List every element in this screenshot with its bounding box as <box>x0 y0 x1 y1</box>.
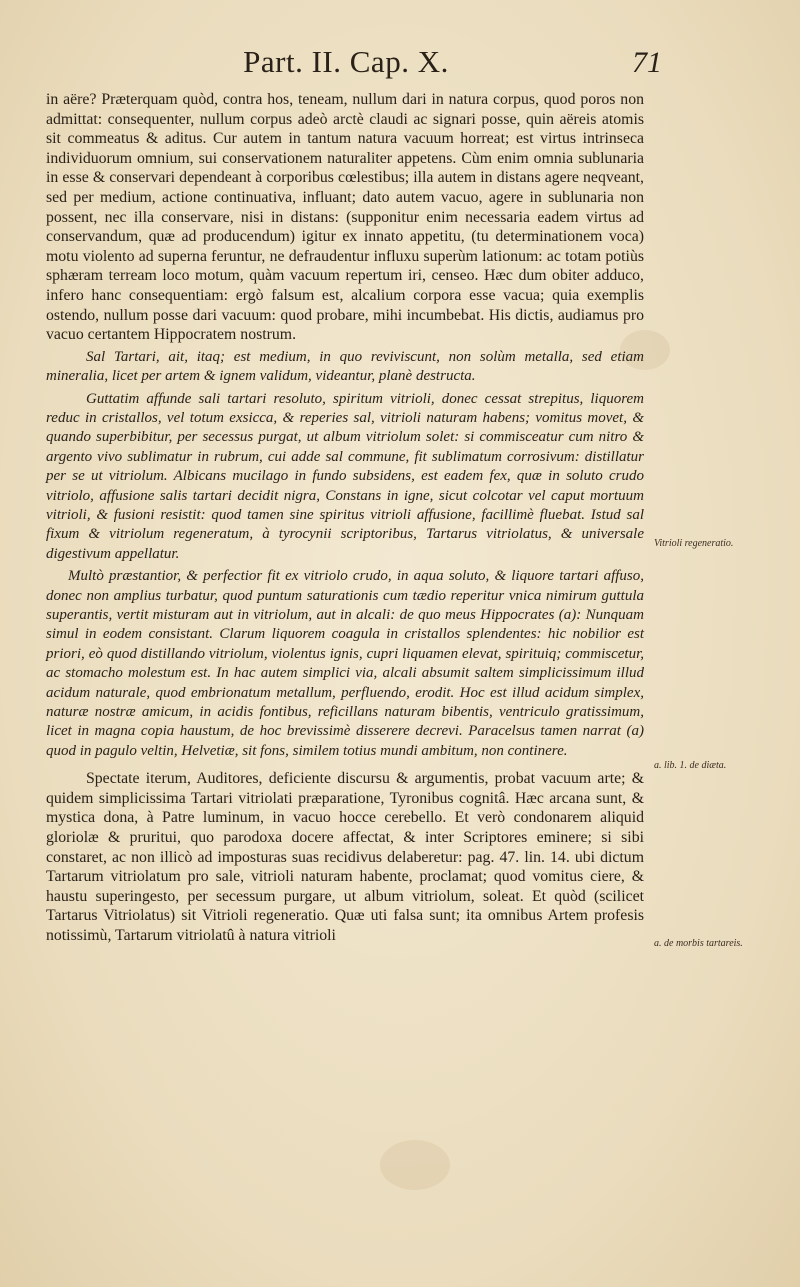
margin-note-vitrioli: Vitrioli regeneratio. <box>654 538 734 549</box>
running-head-title: Part. II. Cap. X. <box>243 44 449 79</box>
margin-note-de-diaeta: a. lib. 1. de diæta. <box>654 760 727 771</box>
paragraph-spectate-iterum: Spectate iterum, Auditores, deficiente discursu & argumentis, probat vacuum arte; & quidem simplicissima Tartari vitriolati præparatione, Tyronibus cognitâ. Hæc arcana sunt, & mystica dona, à Patre luminum, in vacuo hocce cerebello. Et verò condonarem aliquid gloriolæ & pruritui, quo parodoxa docere affectat, & inter Scriptores eminere; si sibi constaret, ac non illicò ad imposturas suas recidivus delaberetur: pag. 47. lin. 14. ubi dictum Tartarum vitriolatum pro sale, vitrioli naturam habente, proclamat; quod vomitus ciere, & haustu superingesto, per secessum purgare, ut album vitriolum, soleat. Et quòd (scilicet Tartarus Vitriolatus) sit Vitrioli regeneratio. Quæ uti falsa sunt; ita omnibus Artem profesis notissimù, Tartarum vitriolatû à natura vitrioli <box>46 770 644 944</box>
paragraph-sal-tartari: Sal Tartari, ait, itaq; est medium, in quo reviviscunt, non solùm metalla, sed etiam mineralia, licet per artem & ignem validum, videantur, planè destructa. <box>46 348 644 385</box>
paragraph-guttatim: Guttatim affunde sali tartari resoluto, spiritum vitrioli, donec cessat strepitus, liquorem reduc in cristallos, vel totum exsicca, & reperies sal, vitrioli naturam habens; vomitus movet, & quando superbibitur, per secessus purgat, ut album vitriolum solet: si commisceatur cum nitro & argento vivo sublimatur in rubrum, cui adde sal commune, fit sublimatum corrosivum: distillatur per se ut vitriolum. Albicans mucilago in fundo subsidens, est eadem fex, quæ in soluto crudo vitriolo, affusione salis tartari decidit nigra, Constans in igne, sicut colcotar vel caput mortuum vitrioli, & fusioni resistit: quod tamen sine spiritus vitrioli affusione, facillimè fluebat. Istud sal fixum & vitriolum regeneratum, à tyrocynii scriptoribus, Tartarus vitriolatus, & universale digestivum appellatur. <box>46 390 644 562</box>
margin-note-de-morbis: a. de morbis tartareis. <box>654 938 743 949</box>
paragraph-multo-praestantior: Multò præstantior, & perfectior fit ex vitriolo crudo, in aqua soluto, & liquore tartari affuso, donec non amplius turbatur, quod puntum saturationis cum tædio reperitur vnica nimirum guttula superantis, vertit misturam aut in vitriolum, aut in alcali: de quo meus Hippocrates (a): Nunquam simul in eodem consistant. Clarum liquorem coagula in cristallos splendentes: hic nobilior est priori, eò quod distillando vitriolum, violentus ignis, cupri liquamen elevat, spirituiq; commiscetur, ac stomacho molestum est. In hac autem simplici via, alcali absumit saltem simplicissimum illud acidum naturale, quod embrionatum metallum, perfluendo, erodit. Hoc est illud acidum simplex, naturæ nostræ amicum, in acidis fontibus, reficillans naturam bibentis, ventriculo gratissimum, licet in magna copia haustum, de hoc brevissimè disserere decrevi. Paracelsus tamen narrat (a) quod in pagulo veltin, Helvetiæ, sit fons, similem totius mundi ambitum, non continere. <box>46 568 644 759</box>
paragraph-vacuum-argument: in aëre? Præterquam quòd, contra hos, teneam, nullum dari in natura corpus, quod poros non admittat: consequenter, nullum corpus adeò arctè claudi ac signari posse, quin aëreis atomis sit commeatus & aditus. Cur autem in tantum natura vacuum horreat; est virtus intrinseca individuorum omnium, sui conservationem naturaliter appetens. Cùm enim omnia sublunaria in esse & conservari dependeant à corporibus cœlestibus; illa autem in distans agere neqveant, sed per medium, actione continuativa, influant; dato autem vacuo, agere in sublunaria non possent, nec illa conservare, nisi in distans: (supponitur enim necessaria eadem virtus ad conservandum, quæ ad producendum) igitur ex innato appetitu, (tu determinationem voca) motu violento ad superna feruntur, ne defraudentur influxu superùm lationum: ac totam potiùs sphæram terream loco motum, quàm vacuum repertum iri, censeo. Hæc dum obiter adduco, infero hanc consequentiam: ergò falsum est, alcalium corpora esse vacua; quia exemplis ostendo, nullum posse dari vacuum: quod probare, mihi incumbebat. His dictis, audiamus pro vacuo certantem Hippocratem nostrum. <box>46 91 644 344</box>
running-head <box>44 44 662 92</box>
page-number: 71 <box>632 46 662 79</box>
page-body <box>46 90 644 946</box>
